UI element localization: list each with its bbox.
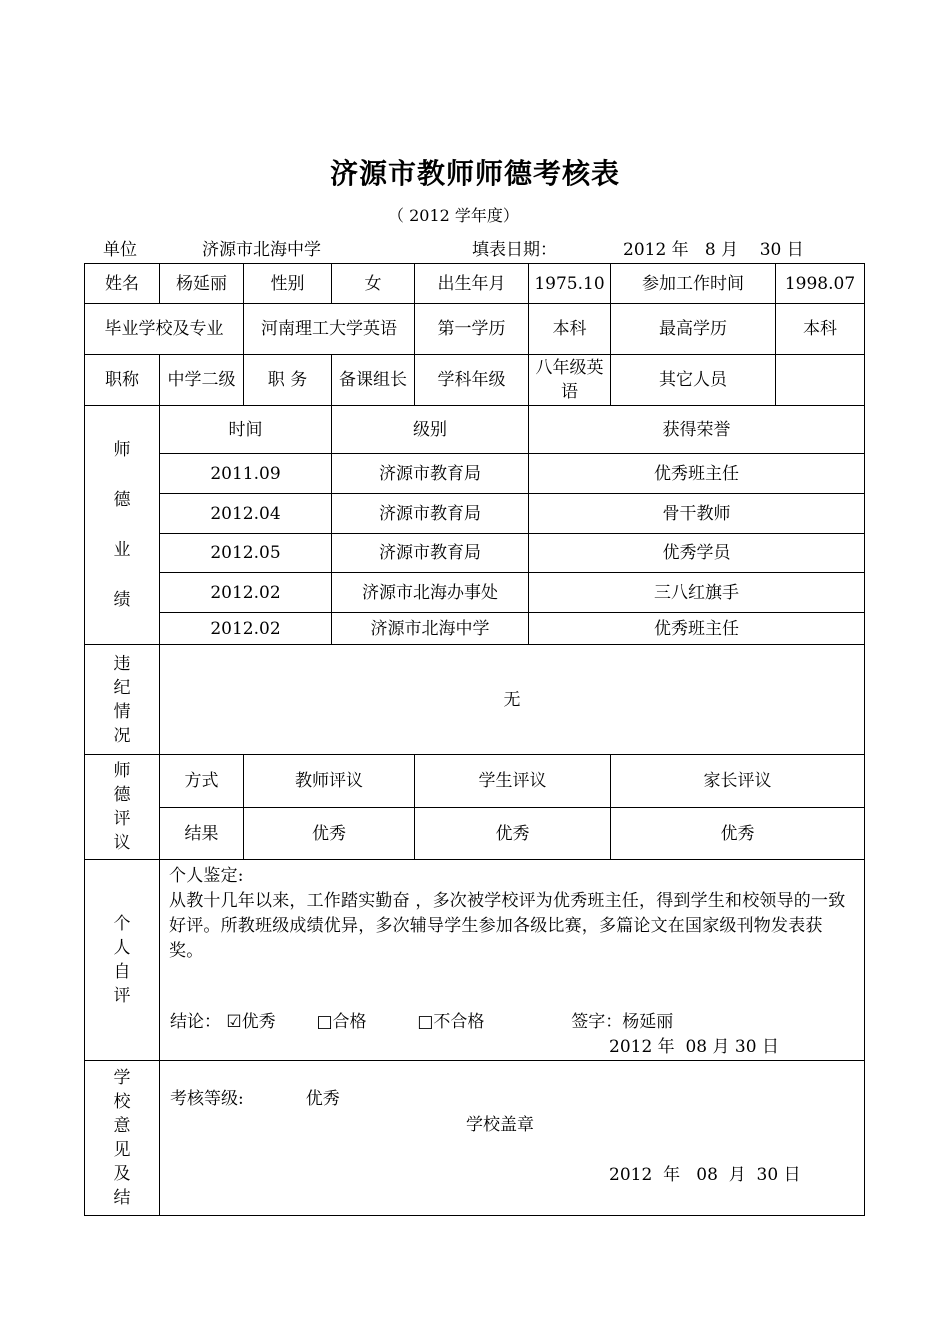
self-eval-label-char: 个 — [113, 914, 131, 934]
unit-value: 济源市北海中学 — [202, 240, 321, 260]
self-eval-label-char: 自 — [113, 962, 131, 982]
work-start-value: 1998.07 — [776, 264, 865, 304]
professional-title-label: 职称 — [85, 355, 160, 406]
merits-label-char: 师 — [113, 440, 131, 460]
option-pass-unchecked: □合格 — [316, 1012, 367, 1032]
school-opinion-row — [85, 1061, 865, 1216]
school-label-char: 见 — [113, 1140, 131, 1160]
merit-honor: 优秀班主任 — [529, 613, 865, 645]
table-row — [85, 534, 865, 573]
review-method-row — [85, 755, 865, 808]
option-excellent-checked: ☑优秀 — [226, 1012, 276, 1032]
professional-title-value: 中学二级 — [160, 355, 244, 406]
assessment-table — [84, 263, 865, 1216]
merit-honor: 骨干教师 — [529, 494, 865, 534]
review-label-char: 议 — [113, 833, 131, 853]
merit-honor: 优秀班主任 — [529, 454, 865, 494]
basic-info-row-1 — [85, 264, 865, 304]
violation-label-char: 情 — [113, 701, 131, 722]
merit-level: 济源市教育局 — [332, 534, 529, 573]
birth-label: 出生年月 — [415, 264, 529, 304]
violation-section-label — [85, 645, 160, 755]
name-label: 姓名 — [85, 264, 160, 304]
merits-header-level: 级别 — [332, 406, 529, 454]
merit-honor: 三八红旗手 — [529, 573, 865, 613]
violation-label-char: 况 — [113, 725, 131, 746]
self-evaluation-section-label — [85, 860, 160, 1061]
merit-time: 2012.05 — [160, 534, 332, 573]
form-title: 济源市教师师德考核表 — [329, 157, 620, 190]
merits-header-row — [85, 406, 865, 454]
other-personnel-label: 其它人员 — [611, 355, 776, 406]
violation-row — [85, 645, 865, 755]
review-result-row — [85, 808, 865, 860]
self-evaluation-row — [85, 860, 865, 1061]
review-result-label: 结果 — [160, 808, 244, 860]
subject-grade-label: 学科年级 — [415, 355, 529, 406]
merit-level: 济源市教育局 — [332, 494, 529, 534]
academic-year: （ 2012 学年度） — [388, 206, 519, 225]
assessment-level-label: 考核等级: — [170, 1089, 244, 1109]
review-label-char: 师 — [113, 761, 131, 781]
merit-time: 2011.09 — [160, 454, 332, 494]
merit-time: 2012.02 — [160, 613, 332, 645]
merits-header-time: 时间 — [160, 406, 332, 454]
review-method-label: 方式 — [160, 755, 244, 808]
highest-education-label: 最高学历 — [611, 304, 776, 355]
review-label-char: 评 — [113, 809, 131, 829]
graduate-school-value: 河南理工大学英语 — [244, 304, 415, 355]
review-result-teacher: 优秀 — [244, 808, 415, 860]
review-method-student: 学生评议 — [415, 755, 611, 808]
review-label-char: 德 — [113, 785, 131, 805]
merits-label-char: 业 — [113, 540, 131, 560]
school-opinion-content — [160, 1061, 865, 1216]
violation-label-char: 违 — [113, 653, 131, 674]
self-eval-label-char: 人 — [113, 938, 131, 958]
other-personnel-value — [776, 355, 865, 406]
merit-honor: 优秀学员 — [529, 534, 865, 573]
school-opinion-section-label — [85, 1061, 160, 1216]
basic-info-row-2 — [85, 304, 865, 355]
review-result-parent: 优秀 — [611, 808, 865, 860]
position-value: 备课组长 — [332, 355, 415, 406]
self-eval-label-char: 评 — [113, 986, 131, 1006]
merit-level: 济源市北海中学 — [332, 613, 529, 645]
review-method-parent: 家长评议 — [611, 755, 865, 808]
review-method-teacher: 教师评议 — [244, 755, 415, 808]
table-row — [85, 573, 865, 613]
unit-label: 单位 — [103, 240, 137, 260]
table-row — [85, 494, 865, 534]
name-value: 杨延丽 — [160, 264, 244, 304]
merits-label-char: 德 — [113, 490, 131, 510]
school-label-char: 学 — [113, 1068, 131, 1088]
assessment-level-value: 优秀 — [305, 1089, 340, 1109]
position-label: 职 务 — [244, 355, 332, 406]
review-section-label — [85, 755, 160, 860]
birth-value: 1975.10 — [529, 264, 611, 304]
work-start-label: 参加工作时间 — [611, 264, 776, 304]
self-eval-conclusion — [170, 1010, 673, 1034]
graduate-school-label: 毕业学校及专业 — [85, 304, 244, 355]
first-education-value: 本科 — [529, 304, 611, 355]
merits-label-char: 绩 — [113, 590, 131, 610]
gender-label: 性别 — [244, 264, 332, 304]
option-fail-unchecked: □不合格 — [417, 1012, 485, 1032]
highest-education-value: 本科 — [776, 304, 865, 355]
signature: 签字：杨延丽 — [571, 1012, 674, 1032]
fill-date-label: 填表日期： — [472, 240, 557, 260]
merit-time: 2012.04 — [160, 494, 332, 534]
school-label-char: 及 — [113, 1164, 131, 1184]
table-row — [85, 613, 865, 645]
self-evaluation-content — [160, 860, 865, 1061]
merits-header-honor: 获得荣誉 — [529, 406, 865, 454]
assessment-level — [170, 1087, 340, 1111]
self-eval-date: 2012 年 08 月 30 日 — [609, 1037, 779, 1057]
school-opinion-date: 2012 年 08 月 30 日 — [609, 1165, 801, 1185]
school-label-char: 结 — [113, 1188, 131, 1208]
merit-level: 济源市北海办事处 — [332, 573, 529, 613]
school-label-char: 校 — [113, 1092, 131, 1112]
fill-date-value: 2012 年 8 月 30 日 — [623, 240, 804, 260]
self-eval-text: 从教十几年以来，工作踏实勤奋 ，多次被学校评为优秀班主任，得到学生和校领导的一致好评。所教班级成绩优异，多次辅导学生参加各级比赛，多篇论文在国家级刊物发表获奖。 — [169, 891, 846, 961]
school-seal: 学校盖章 — [466, 1115, 534, 1135]
self-eval-heading: 个人鉴定: — [169, 866, 244, 886]
violation-value: 无 — [160, 645, 865, 755]
merit-time: 2012.02 — [160, 573, 332, 613]
basic-info-row-3 — [85, 355, 865, 406]
first-education-label: 第一学历 — [415, 304, 529, 355]
conclusion-label: 结论： — [170, 1012, 221, 1032]
violation-label-char: 纪 — [113, 677, 131, 698]
merit-level: 济源市教育局 — [332, 454, 529, 494]
merits-section-label — [85, 406, 160, 645]
table-row — [85, 454, 865, 494]
subject-grade-value: 八年级英语 — [529, 355, 611, 406]
school-label-char: 意 — [113, 1116, 131, 1136]
gender-value: 女 — [332, 264, 415, 304]
review-result-student: 优秀 — [415, 808, 611, 860]
